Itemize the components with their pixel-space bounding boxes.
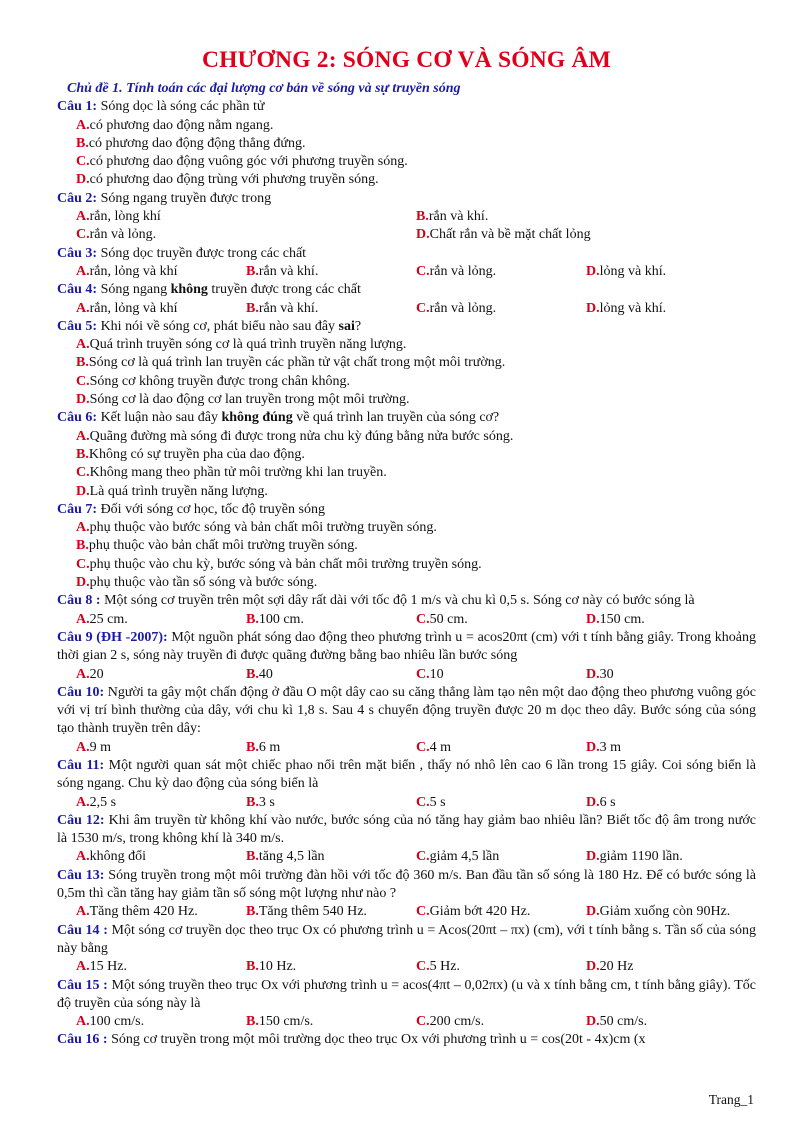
answer-option	[416, 903, 586, 921]
question-emphasis: sai	[338, 318, 355, 334]
option-text: lỏng và khí.	[599, 263, 667, 279]
answer-option	[416, 208, 756, 226]
option-letter: A.	[76, 117, 90, 133]
option-text: 10 Hz.	[258, 959, 297, 975]
option-letter: B.	[246, 794, 259, 810]
page-number: Trang_1	[708, 1091, 754, 1107]
question-stem	[57, 684, 756, 739]
option-letter: A.	[76, 337, 90, 353]
option-letter: B.	[246, 849, 259, 865]
answer-option	[76, 958, 246, 976]
question-stem	[57, 592, 756, 610]
question-text-pre: Kết luận nào sau đây	[100, 410, 222, 426]
option-letter: A.	[76, 666, 90, 682]
option-letter: C.	[416, 739, 430, 755]
option-letter: D.	[76, 483, 90, 499]
question-block	[57, 281, 756, 318]
question-number: Câu 5:	[57, 318, 98, 334]
topic-heading: Chủ đề 1. Tính toán các đại lượng cơ bản về sóng và sự truyền sóng	[67, 81, 461, 96]
answer-option	[246, 263, 416, 281]
option-letter: C.	[416, 1014, 430, 1030]
answer-option	[76, 354, 756, 372]
option-text: Giảm bớt 420 Hz.	[429, 904, 531, 920]
question-number: Câu 16 :	[57, 1032, 108, 1048]
option-text: rắn, lỏng và khí	[89, 300, 178, 316]
question-block	[57, 190, 756, 245]
option-text: rắn, lỏng và khí	[89, 263, 178, 279]
option-text: Tăng thêm 540 Hz.	[258, 904, 367, 920]
answer-options	[57, 611, 756, 629]
option-text: Tăng thêm 420 Hz.	[89, 904, 198, 920]
option-text: giảm 4,5 lần	[429, 849, 500, 865]
question-stem	[57, 318, 756, 336]
question-stem	[57, 245, 756, 263]
question-block	[57, 684, 756, 757]
answer-option	[76, 903, 246, 921]
option-letter: D.	[586, 959, 600, 975]
option-letter: C.	[416, 263, 430, 279]
option-text: rắn và lỏng.	[429, 263, 497, 279]
option-letter: D.	[586, 666, 600, 682]
option-letter: D.	[76, 172, 90, 188]
answer-options	[57, 794, 756, 812]
answer-option	[586, 903, 756, 921]
answer-options	[57, 739, 756, 757]
answer-option	[76, 556, 756, 574]
question-text: Đối với sóng cơ học, tốc độ truyền sóng	[100, 501, 325, 517]
option-letter: A.	[76, 611, 90, 627]
question-number: Câu 6:	[57, 410, 98, 426]
answer-option	[76, 171, 756, 189]
question-block	[57, 922, 756, 977]
option-letter: B.	[246, 904, 259, 920]
option-text: rắn và khí.	[258, 263, 319, 279]
answer-options	[57, 519, 756, 592]
question-block	[57, 629, 756, 684]
answer-option	[416, 958, 586, 976]
answer-option	[246, 958, 416, 976]
option-letter: D.	[76, 392, 90, 408]
option-letter: D.	[586, 300, 600, 316]
answer-options	[57, 1013, 756, 1031]
option-text: giảm 1190 lần.	[599, 849, 683, 865]
question-list	[57, 98, 756, 1049]
question-stem	[57, 501, 756, 519]
option-text: phụ thuộc vào tần số sóng và bước sóng.	[89, 575, 318, 591]
question-emphasis: không đúng	[221, 410, 293, 426]
answer-option	[416, 794, 586, 812]
answer-option	[416, 300, 586, 318]
option-letter: B.	[246, 1014, 259, 1030]
question-number: Câu 9 (ĐH -2007):	[57, 629, 168, 645]
option-letter: D.	[586, 739, 600, 755]
answer-option	[76, 428, 756, 446]
option-text: Là quá trình truyền năng lượng.	[89, 483, 268, 499]
option-letter: B.	[246, 611, 259, 627]
option-text: Chất rắn và bề mặt chất lỏng	[429, 227, 591, 243]
option-letter: A.	[76, 520, 90, 536]
question-block	[57, 98, 756, 189]
question-number: Câu 4:	[57, 282, 98, 298]
question-text: Sóng ngang truyền được trong	[100, 190, 272, 206]
question-stem	[57, 629, 756, 666]
answer-option	[586, 611, 756, 629]
option-letter: B.	[246, 666, 259, 682]
question-text: Người ta gây một chấn động ở đầu O một dây cao su căng thẳng làm tạo nên một dao động theo phương vuông góc với vị trí bình thường của dây, với chu kì 1,8 s. Sau 4 s chuyển động truyền được 20 m dọc theo dây. Bước sóng của sóng tạo thành truyền trên dây:	[57, 684, 757, 737]
question-emphasis: không	[170, 282, 208, 298]
option-text: phụ thuộc vào chu kỳ, bước sóng và bản chất môi trường truyền sóng.	[89, 556, 482, 572]
answer-option	[416, 739, 586, 757]
option-text: 50 cm/s.	[599, 1014, 648, 1030]
answer-option	[76, 794, 246, 812]
answer-option	[246, 739, 416, 757]
option-letter: B.	[76, 446, 89, 462]
question-stem	[57, 98, 756, 116]
option-letter: C.	[416, 794, 430, 810]
answer-option	[416, 666, 586, 684]
answer-option	[76, 208, 416, 226]
answer-option	[76, 739, 246, 757]
answer-option	[76, 537, 756, 555]
option-text: 25 cm.	[89, 611, 128, 627]
option-text: 10	[429, 666, 444, 682]
question-block	[57, 592, 756, 629]
answer-option	[76, 153, 756, 171]
option-letter: D.	[586, 1014, 600, 1030]
option-text: có phương dao động vuông góc với phương truyền sóng.	[89, 154, 408, 170]
option-letter: A.	[76, 849, 90, 865]
option-letter: A.	[76, 1014, 90, 1030]
question-stem	[57, 190, 756, 208]
option-text: 100 cm.	[258, 611, 304, 627]
option-text: rắn và khí.	[428, 209, 489, 225]
answer-option	[246, 1013, 416, 1031]
question-number: Câu 7:	[57, 501, 98, 517]
answer-option	[586, 794, 756, 812]
option-text: Không có sự truyền pha của dao động.	[88, 446, 305, 462]
option-letter: B.	[246, 959, 259, 975]
question-block	[57, 1031, 756, 1049]
question-text: Một người quan sát một chiếc phao nổi trên mặt biển , thấy nó nhô lên cao 6 lần trong 15 giây. Coi sóng biển là sóng ngang. Chu kỳ dao động của sóng biển là	[57, 757, 756, 792]
option-text: phụ thuộc vào bản chất môi trường truyền sóng.	[88, 538, 358, 554]
answer-option	[76, 135, 756, 153]
answer-options	[57, 336, 756, 409]
option-letter: D.	[586, 263, 600, 279]
question-block	[57, 977, 756, 1032]
answer-option	[586, 263, 756, 281]
option-text: 150 cm/s.	[258, 1014, 314, 1030]
answer-option	[246, 794, 416, 812]
answer-option	[246, 666, 416, 684]
question-number: Câu 8 :	[57, 593, 101, 609]
answer-option	[76, 117, 756, 135]
option-text: rắn và lỏng.	[89, 227, 157, 243]
question-stem	[57, 757, 756, 794]
question-number: Câu 13:	[57, 867, 105, 883]
answer-option	[586, 1013, 756, 1031]
option-letter: A.	[76, 209, 90, 225]
option-letter: A.	[76, 428, 90, 444]
option-letter: C.	[76, 227, 90, 243]
answer-option	[416, 226, 756, 244]
question-text: Sóng cơ truyền trong một môi trường dọc theo trục Ox với phương trình u = cos(20t - 4x)cm (x	[111, 1032, 646, 1048]
option-text: 2,5 s	[89, 794, 117, 810]
option-text: 9 m	[89, 739, 112, 755]
option-letter: B.	[76, 355, 89, 371]
option-letter: C.	[76, 373, 90, 389]
answer-option	[416, 611, 586, 629]
option-text: rắn, lòng khí	[89, 209, 161, 225]
option-letter: D.	[586, 849, 600, 865]
option-text: Không mang theo phần tử môi trường khi lan truyền.	[89, 465, 387, 481]
question-stem	[57, 977, 756, 1014]
question-block	[57, 409, 756, 500]
question-text: Sóng dọc là sóng các phần tử	[100, 99, 265, 115]
question-stem	[57, 922, 756, 959]
answer-option	[586, 848, 756, 866]
answer-option	[76, 446, 756, 464]
question-number: Câu 15 :	[57, 977, 108, 993]
question-stem	[57, 1031, 756, 1049]
question-text: Sóng dọc truyền được trong các chất	[100, 245, 307, 261]
option-text: 5 Hz.	[429, 959, 460, 975]
page-title: CHƯƠNG 2: SÓNG CƠ VÀ SÓNG ÂM	[201, 47, 612, 73]
option-text: Sóng cơ không truyền được trong chân không.	[89, 373, 350, 389]
option-text: tăng 4,5 lần	[258, 849, 325, 865]
answer-options	[57, 666, 756, 684]
answer-option	[246, 848, 416, 866]
option-letter: C.	[416, 611, 430, 627]
question-text: Khi âm truyền từ không khí vào nước, bước sóng của nó tăng hay giảm bao nhiêu lần? Biết tốc độ âm trong nước là 1530 m/s, trong không khí là 340 m/s.	[57, 812, 757, 847]
answer-option	[76, 336, 756, 354]
answer-options	[57, 958, 756, 976]
option-text: có phương dao động động thẳng đứng.	[88, 135, 306, 151]
question-block	[57, 318, 756, 409]
question-text: ?	[354, 318, 362, 334]
option-text: 100 cm/s.	[89, 1014, 145, 1030]
answer-option	[416, 1013, 586, 1031]
question-text-pre: Khi nói về sóng cơ, phát biểu nào sau đây	[100, 318, 339, 334]
option-text: 6 s	[599, 794, 616, 810]
answer-option	[76, 373, 756, 391]
answer-options	[57, 848, 756, 866]
answer-option	[586, 300, 756, 318]
answer-option	[246, 611, 416, 629]
option-letter: D.	[416, 227, 430, 243]
question-number: Câu 12:	[57, 812, 105, 828]
option-letter: D.	[586, 794, 600, 810]
option-text: phụ thuộc vào bước sóng và bản chất môi trường truyền sóng.	[89, 520, 437, 536]
answer-option	[586, 958, 756, 976]
answer-option	[416, 263, 586, 281]
question-text: Sóng truyền trong một môi trường đàn hồi với tốc độ 360 m/s. Ban đầu tần số sóng là 180 Hz. Để có bước sóng là 0,5m thì cần tăng hay giảm tần số sóng một lượng như nào ?	[57, 867, 757, 902]
answer-option	[76, 574, 756, 592]
question-block	[57, 245, 756, 282]
answer-option	[76, 263, 246, 281]
option-letter: C.	[76, 465, 90, 481]
answer-option	[76, 483, 756, 501]
answer-option	[246, 903, 416, 921]
question-number: Câu 2:	[57, 190, 98, 206]
answer-options	[57, 903, 756, 921]
question-number: Câu 14 :	[57, 922, 108, 938]
question-block	[57, 757, 756, 812]
answer-option	[76, 464, 756, 482]
answer-option	[586, 739, 756, 757]
option-text: 50 cm.	[429, 611, 468, 627]
option-text: Quá trình truyền sóng cơ là quá trình truyền năng lượng.	[89, 337, 407, 353]
question-block	[57, 867, 756, 922]
answer-option	[76, 611, 246, 629]
option-letter: A.	[76, 739, 90, 755]
option-letter: C.	[416, 849, 430, 865]
option-text: lỏng và khí.	[599, 300, 667, 316]
question-text-pre: Sóng ngang	[100, 282, 171, 298]
question-stem	[57, 409, 756, 427]
option-text: 20	[89, 666, 104, 682]
option-letter: B.	[246, 739, 259, 755]
option-letter: C.	[416, 300, 430, 316]
answer-option	[76, 226, 416, 244]
option-letter: C.	[416, 666, 430, 682]
question-number: Câu 3:	[57, 245, 98, 261]
option-letter: A.	[76, 904, 90, 920]
answer-options	[57, 263, 756, 281]
option-text: không đổi	[89, 849, 147, 865]
answer-options	[57, 300, 756, 318]
option-text: Sóng cơ là quá trình lan truyền các phần tử vật chất trong một môi trường.	[88, 355, 506, 371]
answer-option	[76, 1013, 246, 1031]
answer-option	[76, 666, 246, 684]
question-text: về quá trình lan truyền của sóng cơ?	[292, 410, 500, 426]
answer-option	[246, 300, 416, 318]
answer-option	[76, 519, 756, 537]
option-letter: C.	[76, 556, 90, 572]
option-letter: D.	[76, 575, 90, 591]
question-stem	[57, 281, 756, 299]
option-letter: B.	[246, 263, 259, 279]
option-letter: C.	[416, 959, 430, 975]
option-text: 3 s	[258, 794, 275, 810]
option-letter: B.	[246, 300, 259, 316]
question-block	[57, 812, 756, 867]
option-letter: B.	[76, 135, 89, 151]
question-text: truyền được trong các chất	[207, 282, 361, 298]
question-block	[57, 501, 756, 592]
option-letter: C.	[76, 154, 90, 170]
answer-option	[76, 300, 246, 318]
question-number: Câu 1:	[57, 99, 98, 115]
option-text: 6 m	[258, 739, 281, 755]
option-text: Sóng cơ là dao động cơ lan truyền trong một môi trường.	[89, 392, 410, 408]
question-text: Một sóng cơ truyền dọc theo trục Ox có phương trình u = Acos(20πt – πx) (cm), với t tính bằng s. Tần số của sóng này bằng	[57, 922, 756, 956]
option-text: 3 m	[599, 739, 622, 755]
answer-option	[416, 848, 586, 866]
option-text: rắn và lỏng.	[429, 300, 497, 316]
question-stem	[57, 812, 756, 849]
answer-option	[586, 666, 756, 684]
option-text: 5 s	[429, 794, 446, 810]
option-letter: C.	[416, 904, 430, 920]
question-text: Một sóng truyền theo trục Ox với phương trình u = acos(4πt – 0,02πx) (u và x tính bằng cm, t tính bằng giây). Tốc độ truyền của sóng này là	[57, 977, 757, 1011]
answer-options	[57, 428, 756, 501]
answer-option	[76, 848, 246, 866]
option-text: Giảm xuống còn 90Hz.	[599, 904, 731, 920]
option-letter: A.	[76, 263, 90, 279]
question-stem	[57, 867, 756, 904]
option-text: có phương dao động trùng với phương truyền sóng.	[89, 172, 379, 188]
option-text: Quãng đường mà sóng đi được trong nửa chu kỳ đúng bằng nửa bước sóng.	[89, 428, 514, 444]
answer-options	[57, 117, 756, 190]
option-letter: B.	[416, 209, 429, 225]
option-letter: A.	[76, 794, 90, 810]
answer-option	[76, 391, 756, 409]
option-letter: D.	[586, 611, 600, 627]
option-letter: A.	[76, 959, 90, 975]
option-text: rắn và khí.	[258, 300, 319, 316]
option-text: 30	[599, 666, 614, 682]
answer-options	[57, 208, 756, 245]
option-text: 200 cm/s.	[429, 1014, 485, 1030]
option-text: 15 Hz.	[89, 959, 127, 975]
option-letter: A.	[76, 300, 90, 316]
option-letter: D.	[586, 904, 600, 920]
option-letter: B.	[76, 538, 89, 554]
question-number: Câu 10:	[57, 684, 105, 700]
option-text: 4 m	[429, 739, 452, 755]
option-text: có phương dao động nằm ngang.	[89, 117, 274, 133]
question-number: Câu 11:	[57, 757, 105, 773]
question-text: Một nguồn phát sóng dao động theo phương trình u = acos20πt (cm) với t tính bằng giây. Trong khoảng thời gian 2 s, sóng này truyền đi được quãng đường bằng bao nhiêu lần bước sóng	[57, 629, 757, 664]
question-text: Một sóng cơ truyền trên một sợi dây rất dài với tốc độ 1 m/s và chu kì 0,5 s. Sóng cơ này có bước sóng là	[104, 593, 695, 609]
option-text: 20 Hz	[599, 959, 634, 975]
option-text: 40	[258, 666, 273, 682]
option-text: 150 cm.	[599, 611, 645, 627]
